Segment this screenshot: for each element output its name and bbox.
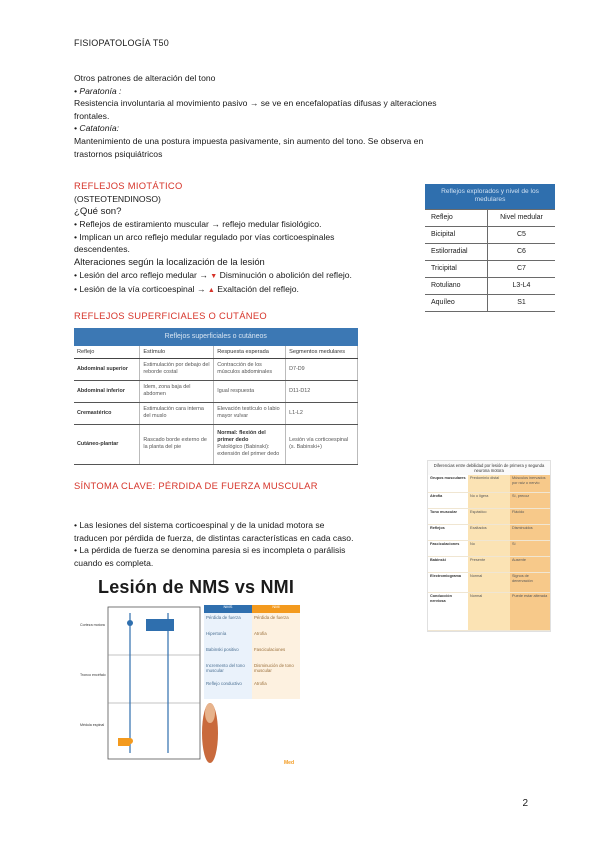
reflex-level: L3-L4 (487, 277, 555, 294)
table-row (204, 615, 300, 631)
tone-section (74, 72, 437, 160)
cell: Elevación testículo o labio mayor vulvar (214, 402, 286, 424)
catatonia-label: • Catatonía: (74, 123, 120, 134)
label-corteza: Corteza motora (80, 623, 105, 627)
cell: Disminución de tono muscular (254, 663, 294, 673)
cell: D7-D9 (286, 358, 358, 380)
table-row (204, 681, 300, 697)
reflex-name: Rotuliano (425, 277, 487, 294)
table-row (428, 475, 550, 493)
cell: Normal (468, 573, 510, 592)
miotatico-bullet-2a: • Implican un arco reflejo medular regulado por vías corticoespinales (74, 231, 335, 242)
cell: Fasciculaciones (254, 647, 286, 652)
alt2-pre: • Lesión de la vía corticoespinal → (74, 284, 206, 295)
cell: Hipertonía (206, 631, 227, 636)
cell: Abdominal inferior (74, 380, 140, 402)
reflex-level: S1 (487, 294, 555, 311)
miotatico-question: ¿Qué son? (74, 205, 122, 217)
paratonia-text-1: Resistencia involuntaria al movimiento pasivo → se ve en encefalopatías difusas y alteraciones (74, 98, 437, 109)
cell: Espástico (468, 509, 510, 524)
cell: Estimulación por debajo del reborde costal (140, 358, 214, 380)
table-row (428, 493, 550, 509)
cell: L1-L2 (286, 402, 358, 424)
superficiales-title: REFLEJOS SUPERFICIALES O CUTÁNEO (74, 310, 267, 321)
cell: D11-D12 (286, 380, 358, 402)
cell: Idem, zona baja del abdomen (140, 380, 214, 402)
cell: Disminuidos (510, 525, 550, 540)
cell-line: Patológico (Babinski): extensión del primer dedo (217, 444, 280, 457)
alteraciones-title: Alteraciones según la localización de la lesión (74, 255, 265, 267)
superficial-table-caption: Reflejos superficiales o cutáneos (74, 328, 358, 346)
paratonia-label: • Paratonía : (74, 85, 122, 96)
down-triangle-icon: ▼ (210, 272, 218, 280)
table-row (428, 557, 550, 573)
col-header: Estímulo (140, 346, 214, 358)
reflex-level: C7 (487, 260, 555, 277)
cell: Atrofia (428, 493, 468, 508)
cell: Contracción de los músculos abdominales (214, 358, 286, 380)
upper-lower-neuron-table (427, 460, 551, 632)
cell: Exaltados (468, 525, 510, 540)
col-header: Reflejo (74, 346, 140, 358)
reflex-name: Tricipital (425, 260, 487, 277)
cell: Sí (510, 541, 550, 556)
table-row (425, 260, 555, 277)
neuron-dot (127, 620, 133, 626)
cell: Reflejo conductivo (206, 681, 242, 686)
cell: Reflejos (428, 525, 468, 540)
table-row (204, 647, 300, 663)
brand-logo: Med (284, 760, 294, 766)
sintoma-p1a: • Las lesiones del sistema corticoespinal y de la unidad motora se (74, 520, 325, 530)
up-triangle-icon: ▲ (207, 287, 215, 295)
compare-table-title: Diferencias entre debilidad por lesión de primera y segunda neurona motora (428, 461, 550, 475)
table-row (74, 380, 358, 402)
catatonia-text-2: trastornos psiquiátricos (74, 148, 163, 159)
reflex-level-table (425, 184, 555, 312)
cell: Atrofia (254, 681, 267, 686)
cell: Grupos musculares (428, 475, 468, 492)
cell: Signos de denervación (510, 573, 550, 592)
cell: Sí, precoz (510, 493, 550, 508)
diagram-title: Lesión de NMS vs NMI (98, 577, 295, 597)
alteracion-2 (74, 283, 352, 298)
sintoma-p1b: traducen por pérdida de fuerza, de distintas características en cada caso. (74, 532, 354, 543)
page-number: 2 (522, 798, 528, 809)
cell: Lesión vía corticoespinal (s. Babinski+) (286, 424, 358, 464)
cell: Normal (468, 593, 510, 630)
reflex-table-header: Reflejos explorados y nivel de los medulares (425, 184, 555, 209)
leg-muscle (205, 703, 215, 723)
table-row (425, 294, 555, 311)
cell: Rascado borde externo de la planta del pie (140, 424, 214, 464)
cell (214, 424, 286, 464)
neuron-dot (127, 738, 133, 744)
table-row (74, 402, 358, 424)
label-tronco: Tronco encéfalo (80, 673, 106, 677)
alt2-post: Exaltación del reflejo. (217, 284, 299, 295)
cell: Ausente (510, 557, 550, 572)
table-row (204, 631, 300, 647)
label-medula: Médula espinal (80, 723, 105, 727)
table-row (425, 277, 555, 294)
reflex-col-header: Reflejo (425, 209, 487, 226)
sintoma-p2a: • La pérdida de fuerza se denomina paresia si es incompleta o parálisis (74, 545, 346, 556)
cell: Cutáneo-plantar (74, 424, 140, 464)
cell: Predominio distal (468, 475, 510, 492)
cell: Babinski (428, 557, 468, 572)
col-header: Respuesta esperada (214, 346, 286, 358)
catatonia-text-1: Mantenimiento de una postura impuesta pasivamente, sin aumento del tono. Se observa en (74, 135, 424, 146)
cell: Estimulación cara interna del muslo (140, 402, 214, 424)
cell: Músculos inervados por raíz o nervio (510, 475, 550, 492)
cell: Tono muscular (428, 509, 468, 524)
alt1-post: Disminución o abolición del reflejo. (219, 269, 352, 280)
miotatico-subtitle: (OSTEOTENDINOSO) (74, 194, 161, 204)
cell: Pérdida de fuerza (254, 615, 289, 620)
level-col-header: Nivel medular (487, 209, 555, 226)
nms-nmi-diagram (78, 573, 308, 773)
table-row (74, 424, 358, 464)
sintoma-title: SÍNTOMA CLAVE: PÉRDIDA DE FUERZA MUSCULAR (74, 480, 318, 491)
page-header: FISIOPATOLOGÍA T50 (74, 38, 169, 48)
alteracion-1 (74, 269, 352, 284)
reflex-level: C6 (487, 243, 555, 260)
miotatico-bullet-1: • Reflejos de estiramiento muscular → reflejo medular fisiológico. (74, 219, 322, 230)
col-header: Segmentos medulares (286, 346, 358, 358)
cell: Presente (468, 557, 510, 572)
reflex-name: Estilorradial (425, 243, 487, 260)
table-row (428, 509, 550, 525)
superficial-reflex-table (74, 328, 358, 465)
alt1-pre: • Lesión del arco reflejo medular → (74, 269, 208, 280)
sintoma-section (74, 519, 353, 569)
nms-box (146, 619, 174, 631)
reflex-name: Aquíleo (425, 294, 487, 311)
table-row (428, 525, 550, 541)
table-row (204, 663, 300, 681)
miotatico-bullet-2b: descendentes. (74, 244, 130, 255)
cell: No o ligera (468, 493, 510, 508)
table-row (425, 243, 555, 260)
cell: Conducción nerviosa (428, 593, 468, 630)
miotatico-title: REFLEJOS MIOTÁTICO (74, 180, 183, 191)
reflex-level: C5 (487, 226, 555, 243)
tone-title: Otros patrones de alteración del tono (74, 73, 216, 83)
cell: Cremastérico (74, 402, 140, 424)
cell: Igual respuesta (214, 380, 286, 402)
miotatico-section (74, 193, 352, 298)
table-row (425, 226, 555, 243)
cell: Fasciculaciones (428, 541, 468, 556)
cell: Abdominal superior (74, 358, 140, 380)
table-row (74, 358, 358, 380)
cell: Atrofia (254, 631, 267, 636)
cell: Babinski positivo (206, 647, 239, 652)
cell: Electromiograma (428, 573, 468, 592)
cell: Flácido (510, 509, 550, 524)
nms-head: NMS (223, 604, 233, 609)
nmi-head: NMI (272, 604, 280, 609)
table-row (428, 573, 550, 593)
cell-line: Normal: flexión del primer dedo (217, 430, 266, 443)
cell: Incremento del tono muscular (206, 663, 245, 673)
cell: No (468, 541, 510, 556)
nms-nmi-rows (204, 615, 300, 697)
cell: Puede estar alterada (510, 593, 550, 630)
table-row (428, 593, 550, 631)
sintoma-p2b: cuando es completa. (74, 557, 154, 568)
table-row (428, 541, 550, 557)
cell: Pérdida de fuerza (206, 615, 241, 620)
reflex-name: Bicipital (425, 226, 487, 243)
paratonia-text-2: frontales. (74, 110, 110, 121)
